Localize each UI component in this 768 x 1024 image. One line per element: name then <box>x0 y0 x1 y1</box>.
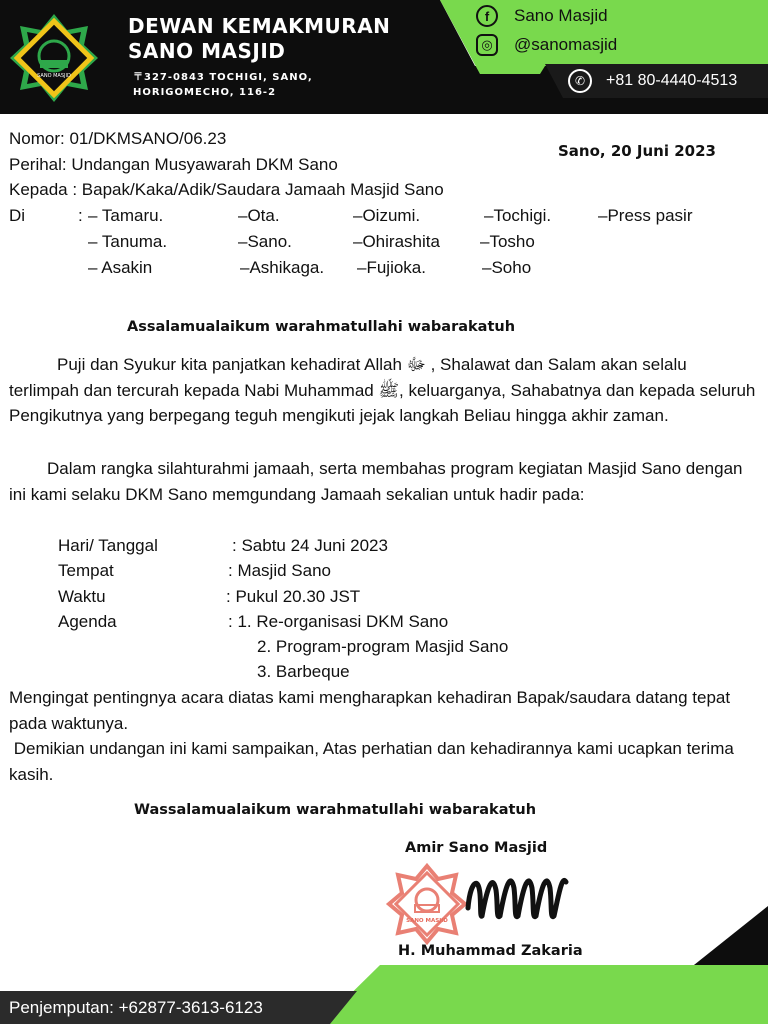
facebook-handle: Sano Masjid <box>514 6 608 25</box>
org-name-line2: SANO MASJID <box>128 39 286 63</box>
agenda-item: 3. Barbeque <box>257 662 350 681</box>
instagram-icon: ◎ <box>476 34 498 56</box>
location-item: –Press pasir <box>598 206 693 225</box>
stamp-text: SANO MASJID <box>406 918 448 924</box>
location-item: –Fujioka. <box>357 258 426 277</box>
location-item: –Oizumi. <box>353 206 421 225</box>
location-item: –Sano. <box>238 232 292 251</box>
location-item: – Tamaru. <box>88 206 164 225</box>
di-colon: : <box>78 206 83 225</box>
signature-icon <box>462 864 574 924</box>
phone-icon: ✆ <box>568 69 592 93</box>
detail-value: : Masjid Sano <box>228 561 331 580</box>
detail-value: : 1. Re-organisasi DKM Sano <box>228 612 449 631</box>
org-address <box>133 70 313 100</box>
paragraph-1: Puji dan Syukur kita panjatkan kehadirat Allah ﷻ , Shalawat dan Salam akan selalu terlimpah dan tercurah kepada Nabi Muhammad ﷺ, keluarganya, Sahabatnya dan kepada seluruh Pengikutnya yang berpegang teguh mengikuti jejak langkah Beliau hingga akhir zaman. <box>9 355 756 425</box>
facebook-link[interactable] <box>476 5 608 27</box>
pickup-contact: Penjemputan: +62877-3613-6123 <box>9 998 263 1017</box>
instagram-handle: @sanomasjid <box>514 35 618 54</box>
phone-link[interactable] <box>568 69 737 93</box>
address-line1: 〒327-0843 TOCHIGI, SANO, <box>133 72 313 83</box>
paragraph-4: Demikian undangan ini kami sampaikan, Atas perhatian dan kehadirannya kami ucapkan terima kasih. <box>9 739 739 784</box>
signer-name: H. Muhammad Zakaria <box>398 943 583 959</box>
footer-green-band <box>320 965 768 1024</box>
location-item: –Tosho <box>480 232 535 251</box>
instagram-link[interactable] <box>476 34 617 56</box>
detail-label: Agenda <box>58 612 117 631</box>
paragraph-2: Dalam rangka silahturahmi jamaah, serta membahas program kegiatan Masjid Sano dengan ini kami selaku DKM Sano memgundang Jamaah sekalian untuk hadir pada: <box>9 459 743 504</box>
letter-recipient: Kepada : Bapak/Kaka/Adik/Saudara Jamaah Masjid Sano <box>9 180 444 199</box>
location-item: – Tanuma. <box>88 232 168 251</box>
logo-text: SANO MASJID <box>37 73 71 79</box>
greeting: Assalamualaikum warahmatullahi wabarakatuh <box>127 319 516 335</box>
location-item: –Ohirashita <box>353 232 440 251</box>
mosque-logo-icon <box>8 12 100 104</box>
location-item: –Tochigi. <box>484 206 552 225</box>
signer-title: Amir Sano Masjid <box>405 840 548 856</box>
agenda-item: 2. Program-program Masjid Sano <box>257 637 509 656</box>
detail-label: Waktu <box>58 587 106 606</box>
org-name <box>128 14 390 64</box>
letter-subject: Perihal: Undangan Musyawarah DKM Sano <box>9 155 338 174</box>
detail-value: : Sabtu 24 Juni 2023 <box>232 536 388 555</box>
org-name-line1: DEWAN KEMAKMURAN <box>128 14 391 38</box>
letter-date: Sano, 20 Juni 2023 <box>558 142 716 160</box>
location-item: –Ashikaga. <box>240 258 325 277</box>
paragraph-3: Mengingat pentingnya acara diatas kami mengharapkan kehadiran Bapak/saudara datang tepat pada waktunya. <box>9 688 731 733</box>
address-line2: HORIGOMECHO, 116-2 <box>133 87 277 98</box>
detail-label: Hari/ Tanggal <box>58 536 158 555</box>
location-item: – Asakin <box>88 258 153 277</box>
detail-value: : Pukul 20.30 JST <box>226 587 361 606</box>
location-item: –Ota. <box>238 206 280 225</box>
closing-greeting: Wassalamualaikum warahmatullahi wabarakatuh <box>134 802 537 818</box>
facebook-icon: f <box>476 5 498 27</box>
phone-number: +81 80-4440-4513 <box>606 72 738 89</box>
stamp-icon <box>385 862 469 946</box>
letter-number: Nomor: 01/DKMSANO/06.23 <box>9 129 227 148</box>
detail-label: Tempat <box>58 561 114 580</box>
location-item: –Soho <box>482 258 532 277</box>
di-label: Di <box>9 206 26 225</box>
